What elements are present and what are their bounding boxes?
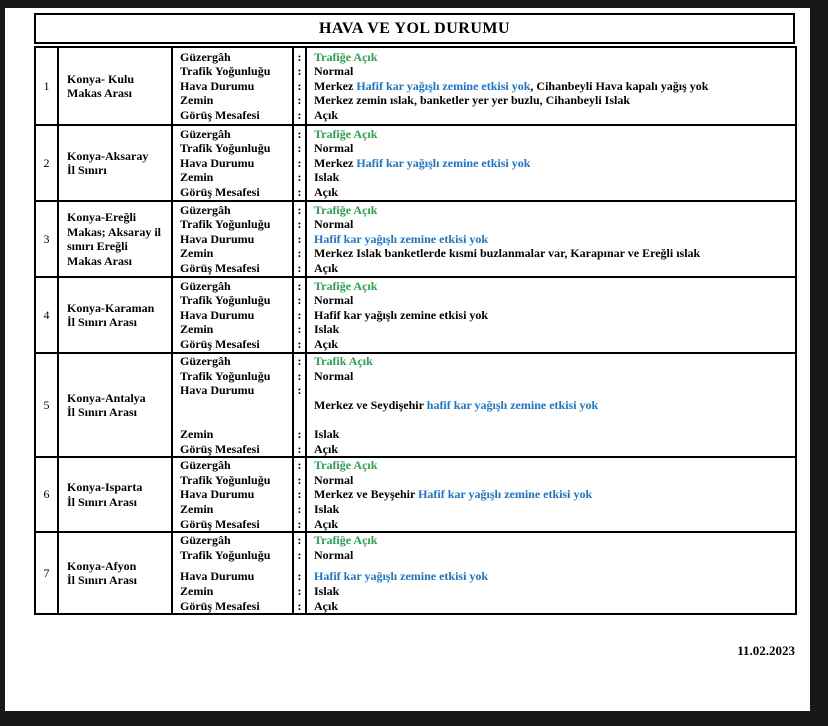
field-label: Güzergâh bbox=[180, 458, 231, 473]
field-value bbox=[307, 246, 795, 261]
document-page bbox=[5, 8, 810, 711]
row-number: 6 bbox=[35, 457, 58, 532]
value-segment: Trafiğe Açık bbox=[314, 533, 378, 548]
colon: : bbox=[297, 547, 302, 562]
weather-road-report bbox=[34, 13, 795, 658]
field-label: Güzergâh bbox=[180, 533, 231, 548]
colon: : bbox=[297, 78, 302, 93]
value-segment: Hafif kar yağışlı zemine etkisi yok bbox=[356, 155, 531, 170]
value-segment: Trafiğe Açık bbox=[314, 458, 378, 473]
colon: : bbox=[297, 126, 302, 141]
value-segment: Trafiğe Açık bbox=[314, 49, 378, 64]
row-number: 5 bbox=[35, 353, 58, 457]
value-segment: Merkez bbox=[314, 155, 357, 170]
field-label: Güzergâh bbox=[180, 278, 231, 293]
row-number: 2 bbox=[35, 125, 58, 201]
colon: : bbox=[297, 472, 302, 487]
field-value bbox=[307, 79, 795, 94]
field-label: Zemin bbox=[180, 583, 214, 598]
value-segment: Islak bbox=[314, 501, 340, 516]
colon: : bbox=[297, 64, 302, 79]
field-label: Zemin bbox=[180, 93, 214, 108]
value-segment: Normal bbox=[314, 547, 354, 562]
field-label: Trafik Yoğunluğu bbox=[180, 368, 271, 383]
field-label: Görüş Mesafesi bbox=[180, 598, 260, 613]
field-value bbox=[307, 398, 795, 413]
field-values bbox=[306, 277, 796, 353]
route-name-line: Konya-Karaman bbox=[67, 300, 155, 315]
route-name-line: İl Sınırı bbox=[67, 163, 107, 177]
colon: : bbox=[297, 598, 302, 613]
value-segment: Trafiğe Açık bbox=[314, 202, 378, 217]
value-segment: Açık bbox=[314, 336, 338, 351]
field-label: Görüş Mesafesi bbox=[180, 336, 260, 351]
row-number: 7 bbox=[35, 532, 58, 614]
value-segment: Islak bbox=[314, 426, 340, 441]
route-name-line: Konya-Aksaray bbox=[67, 148, 149, 163]
field-value bbox=[307, 487, 795, 502]
field-value bbox=[307, 337, 795, 352]
field-value bbox=[307, 427, 795, 442]
field-value bbox=[307, 170, 795, 185]
value-segment: Merkez bbox=[314, 78, 357, 93]
value-segment: Açık bbox=[314, 184, 338, 199]
colon: : bbox=[297, 217, 302, 232]
field-label: Zemin bbox=[180, 170, 214, 185]
route-name-line: Makas Arası bbox=[67, 253, 133, 268]
value-segment: Islak bbox=[314, 583, 340, 598]
colon: : bbox=[297, 426, 302, 441]
colon: : bbox=[297, 141, 302, 156]
colon: : bbox=[297, 155, 302, 170]
field-value bbox=[307, 369, 795, 384]
field-label: Görüş Mesafesi bbox=[180, 260, 260, 275]
value-segment: Hafif kar yağışlı zemine etkisi yok bbox=[314, 569, 489, 584]
field-colons bbox=[293, 532, 306, 614]
value-segment: Hafif kar yağışlı zemine etkisi yok bbox=[356, 78, 531, 93]
report-title-box bbox=[34, 13, 795, 44]
field-value bbox=[307, 548, 795, 563]
field-value bbox=[307, 599, 795, 614]
table-row bbox=[35, 457, 796, 532]
field-label: Hava Durumu bbox=[180, 487, 255, 502]
field-labels bbox=[172, 125, 293, 201]
route-name bbox=[58, 125, 172, 201]
field-values bbox=[306, 532, 796, 614]
table-row bbox=[35, 125, 796, 201]
field-labels bbox=[172, 353, 293, 457]
route-name-line: Konya-Ereğli bbox=[67, 210, 137, 224]
field-value bbox=[307, 279, 795, 294]
value-segment: Açık bbox=[314, 260, 338, 275]
field-label: Trafik Yoğunluğu bbox=[180, 472, 271, 487]
field-value bbox=[307, 383, 795, 398]
field-label: Güzergâh bbox=[180, 354, 231, 368]
field-value bbox=[307, 442, 795, 457]
field-value bbox=[307, 584, 795, 599]
colon: : bbox=[297, 293, 302, 308]
route-name-line: İl Sınırı Arası bbox=[67, 573, 138, 588]
value-segment: , Cihanbeyli Hava kapalı yağış yok bbox=[530, 78, 709, 93]
field-value bbox=[307, 458, 795, 473]
value-segment: Normal bbox=[314, 293, 354, 308]
value-segment: Açık bbox=[314, 516, 338, 531]
field-value bbox=[307, 185, 795, 200]
field-label: Hava Durumu bbox=[180, 155, 255, 170]
field-label: Zemin bbox=[180, 501, 214, 516]
route-name-line: Makas; Aksaray il bbox=[67, 224, 162, 239]
field-label: Hava Durumu bbox=[180, 231, 255, 246]
colon bbox=[294, 412, 305, 427]
route-name bbox=[58, 201, 172, 277]
row-number: 4 bbox=[35, 277, 58, 353]
colon: : bbox=[297, 501, 302, 516]
colon: : bbox=[297, 246, 302, 261]
table-row bbox=[35, 277, 796, 353]
route-name-line: Konya- Kulu bbox=[67, 71, 135, 86]
colon: : bbox=[297, 260, 302, 275]
field-value bbox=[307, 308, 795, 323]
field-values bbox=[306, 125, 796, 201]
field-value bbox=[307, 502, 795, 517]
colon: : bbox=[297, 202, 302, 217]
field-colons bbox=[293, 201, 306, 277]
colon: : bbox=[297, 487, 302, 502]
field-label bbox=[173, 398, 292, 413]
colon: : bbox=[297, 49, 302, 64]
value-segment: Hafif kar yağışlı zemine etkisi yok bbox=[314, 231, 489, 246]
field-value bbox=[307, 473, 795, 488]
value-segment: Trafiğe Açık bbox=[314, 126, 378, 141]
field-value bbox=[307, 203, 795, 218]
colon: : bbox=[297, 533, 302, 548]
field-colons bbox=[293, 457, 306, 532]
route-name-line: Konya-Antalya bbox=[67, 390, 146, 405]
field-label: Güzergâh bbox=[180, 202, 231, 217]
field-colons bbox=[293, 277, 306, 353]
value-segment: Hafif kar yağışlı zemine etkisi yok bbox=[314, 307, 489, 322]
report-date: 11.02.2023 bbox=[737, 643, 795, 658]
colon: : bbox=[297, 107, 302, 122]
value-segment: Trafik Açık bbox=[314, 354, 373, 368]
colon: : bbox=[297, 231, 302, 246]
route-name-line: sınırı Ereğli bbox=[67, 239, 128, 253]
field-label: Hava Durumu bbox=[180, 78, 255, 93]
field-values bbox=[306, 457, 796, 532]
colon: : bbox=[297, 336, 302, 351]
route-name-line: İl Sınırı Arası bbox=[67, 405, 138, 420]
route-name bbox=[58, 277, 172, 353]
field-value bbox=[307, 562, 795, 569]
value-segment: Normal bbox=[314, 64, 354, 79]
field-label bbox=[173, 412, 292, 427]
field-label: Trafik Yoğunluğu bbox=[180, 293, 271, 308]
table-row bbox=[35, 201, 796, 277]
value-segment: Merkez ve Seydişehir bbox=[314, 397, 427, 412]
value-segment: Islak bbox=[314, 322, 340, 337]
row-number: 3 bbox=[35, 201, 58, 277]
field-label bbox=[173, 562, 292, 569]
colon: : bbox=[297, 278, 302, 293]
colon: : bbox=[297, 170, 302, 185]
field-labels bbox=[172, 47, 293, 125]
report-title: HAVA VE YOL DURUMU bbox=[318, 19, 511, 37]
road-status-table bbox=[34, 46, 797, 615]
field-values bbox=[306, 47, 796, 125]
field-value bbox=[307, 156, 795, 171]
field-label: Görüş Mesafesi bbox=[180, 516, 260, 531]
field-label: Trafik Yoğunluğu bbox=[180, 141, 271, 156]
field-labels bbox=[172, 457, 293, 532]
field-label: Trafik Yoğunluğu bbox=[180, 547, 271, 562]
field-label: Görüş Mesafesi bbox=[180, 107, 260, 122]
field-values bbox=[306, 201, 796, 277]
route-name-line: İl Sınırı Arası bbox=[67, 494, 138, 509]
colon: : bbox=[297, 458, 302, 473]
value-segment: Hafif kar yağışlı zemine etkisi yok bbox=[418, 487, 593, 502]
value-segment: Açık bbox=[314, 441, 338, 456]
value-segment: Merkez ve Beyşehir bbox=[314, 487, 419, 502]
colon: : bbox=[297, 583, 302, 598]
field-value bbox=[307, 93, 795, 108]
value-segment: Açık bbox=[314, 107, 338, 122]
colon: : bbox=[297, 93, 302, 108]
field-value bbox=[307, 412, 795, 427]
colon: : bbox=[297, 354, 302, 368]
row-number: 1 bbox=[35, 47, 58, 125]
colon: : bbox=[297, 184, 302, 199]
value-segment: Merkez zemin ıslak, banketler yer yer buzlu, Cihanbeyli Islak bbox=[314, 93, 631, 108]
field-labels bbox=[172, 201, 293, 277]
field-colons bbox=[293, 353, 306, 457]
colon: : bbox=[297, 322, 302, 337]
route-name-line: Konya-Afyon bbox=[67, 558, 137, 573]
value-segment: Trafiğe Açık bbox=[314, 278, 378, 293]
field-label: Hava Durumu bbox=[180, 569, 255, 584]
colon bbox=[294, 398, 305, 413]
field-value bbox=[307, 127, 795, 142]
field-value bbox=[307, 232, 795, 247]
value-segment: Normal bbox=[314, 368, 354, 383]
route-name-line: İl Sınırı Arası bbox=[67, 315, 138, 329]
field-label: Zemin bbox=[180, 246, 214, 261]
route-name bbox=[58, 353, 172, 457]
value-segment: Açık bbox=[314, 598, 338, 613]
field-labels bbox=[172, 532, 293, 614]
value-segment: hafif kar yağışlı zemine etkisi yok bbox=[426, 397, 599, 412]
field-label: Trafik Yoğunluğu bbox=[180, 64, 271, 79]
value-segment: Normal bbox=[314, 141, 354, 156]
colon: : bbox=[297, 569, 302, 584]
route-name-line: Makas Arası bbox=[67, 86, 133, 100]
colon: : bbox=[297, 307, 302, 322]
colon: : bbox=[297, 516, 302, 531]
value-segment: Islak bbox=[314, 170, 340, 185]
field-value bbox=[307, 322, 795, 337]
field-value bbox=[307, 293, 795, 308]
colon: : bbox=[297, 441, 302, 456]
field-label: Görüş Mesafesi bbox=[180, 184, 260, 199]
field-value bbox=[307, 217, 795, 232]
field-labels bbox=[172, 277, 293, 353]
table-row bbox=[35, 532, 796, 614]
field-value bbox=[307, 517, 795, 532]
field-label: Trafik Yoğunluğu bbox=[180, 217, 271, 232]
route-name bbox=[58, 47, 172, 125]
field-colons bbox=[293, 125, 306, 201]
field-value bbox=[307, 50, 795, 65]
route-name-line: Konya-Isparta bbox=[67, 480, 143, 495]
field-label: Hava Durumu bbox=[180, 307, 255, 322]
table-row bbox=[35, 47, 796, 125]
value-segment: Normal bbox=[314, 217, 354, 232]
field-value bbox=[307, 533, 795, 548]
table-row bbox=[35, 353, 796, 457]
field-value bbox=[307, 354, 795, 369]
route-name bbox=[58, 532, 172, 614]
field-label: Zemin bbox=[180, 322, 214, 337]
field-value bbox=[307, 108, 795, 123]
field-values bbox=[306, 353, 796, 457]
value-segment: Merkez Islak banketlerde kısmi buzlanmalar var, Karapınar ve Ereğli ıslak bbox=[314, 246, 701, 261]
value-segment: Normal bbox=[314, 472, 354, 487]
field-value bbox=[307, 261, 795, 276]
field-value bbox=[307, 141, 795, 156]
colon bbox=[294, 562, 305, 569]
field-colons bbox=[293, 47, 306, 125]
route-name bbox=[58, 457, 172, 532]
field-label: Hava Durumu bbox=[180, 383, 255, 398]
field-label: Güzergâh bbox=[180, 49, 231, 64]
field-label: Zemin bbox=[180, 426, 214, 441]
field-label: Güzergâh bbox=[180, 126, 231, 141]
field-value bbox=[307, 64, 795, 79]
colon: : bbox=[297, 383, 302, 398]
field-label: Görüş Mesafesi bbox=[180, 441, 260, 456]
colon: : bbox=[297, 368, 302, 383]
field-value bbox=[307, 569, 795, 584]
